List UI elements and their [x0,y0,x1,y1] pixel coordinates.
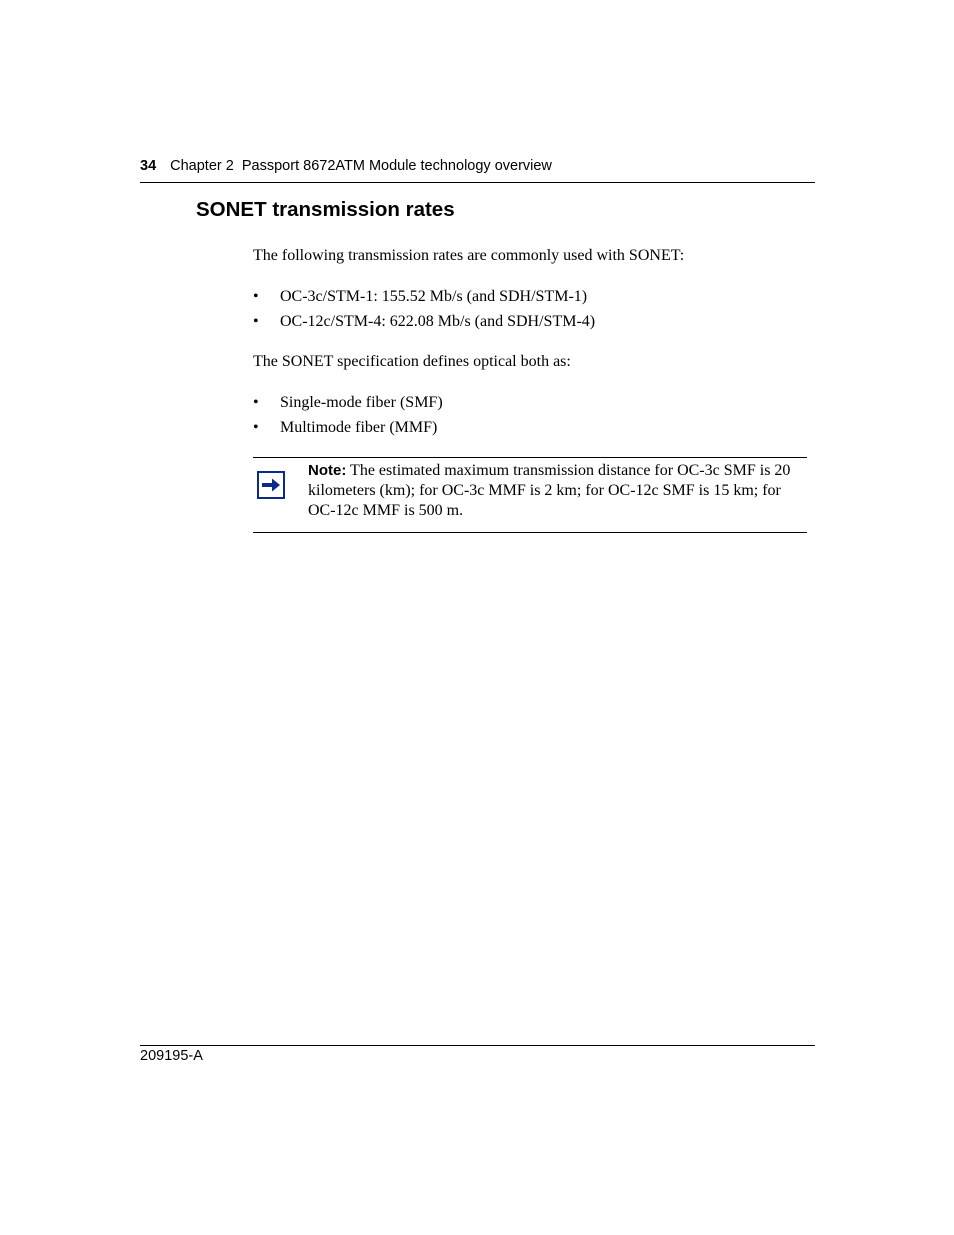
bullet-icon: • [253,313,259,330]
list-item-text: OC-12c/STM-4: 622.08 Mb/s (and SDH/STM-4) [280,313,596,330]
list-item [253,287,587,307]
section-title: SONET transmission rates [196,198,455,221]
spec-paragraph: The SONET specification defines optical both as: [253,353,571,370]
bullet-icon: • [253,288,259,305]
note-bottom-divider [253,532,807,533]
bullet-icon: • [253,394,259,411]
page-number: 34 [140,158,157,174]
list-item-text: Single-mode fiber (SMF) [280,394,443,411]
document-number: 209195-A [140,1048,203,1064]
list-item [253,418,437,438]
arrow-right-icon [257,471,285,499]
note-text [308,461,807,521]
running-header [140,156,815,176]
note-label: Note: [308,462,347,479]
list-item-text: OC-3c/STM-1: 155.52 Mb/s (and SDH/STM-1) [280,288,588,305]
list-item [253,312,595,332]
bullet-icon: • [253,419,259,436]
header-divider [140,182,815,183]
list-item [253,393,443,413]
note-top-divider [253,457,807,458]
list-item-text: Multimode fiber (MMF) [280,419,438,436]
chapter-title: Chapter 2 Passport 8672ATM Module technology overview [170,158,552,174]
note-body: The estimated maximum transmission distance for OC-3c SMF is 20 kilometers (km); for OC-3c MMF is 2 km; for OC-12c SMF is 15 km; for OC-12c MMF is 500 m. [308,462,791,519]
footer-divider [140,1045,815,1046]
intro-paragraph: The following transmission rates are commonly used with SONET: [253,247,685,264]
